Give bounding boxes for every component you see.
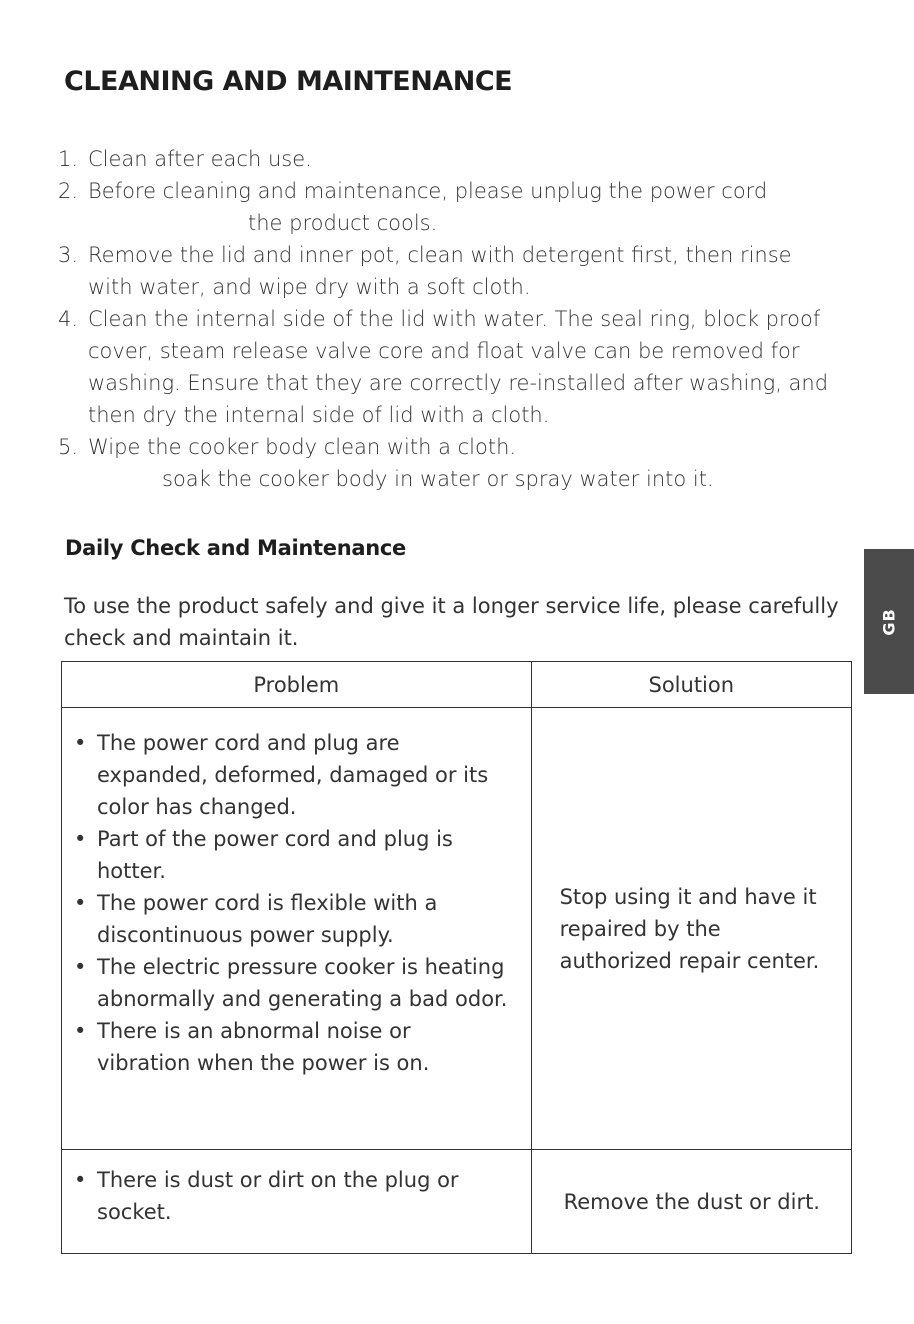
language-tab-label: GB bbox=[879, 607, 899, 636]
bullet-icon: • bbox=[74, 891, 87, 915]
cleaning-steps-list bbox=[58, 143, 858, 495]
step-text: with water, and wipe dry with a soft cloth. bbox=[88, 275, 531, 299]
solution-text: Stop using it and have it bbox=[559, 884, 817, 909]
problem-list bbox=[63, 1164, 530, 1228]
step-text: the product cools. bbox=[248, 211, 438, 235]
step-text: Before cleaning and maintenance, please unplug the power cord bbox=[88, 179, 768, 203]
problem-text: vibration when the power is on. bbox=[97, 1051, 430, 1075]
step-text: Wipe the cooker body clean with a cloth. bbox=[88, 435, 517, 459]
solution-cell: Remove the dust or dirt. bbox=[531, 1150, 851, 1254]
problem-item bbox=[63, 727, 530, 823]
step-number: 1. bbox=[58, 147, 79, 171]
problem-text: discontinuous power supply. bbox=[97, 923, 394, 947]
intro-paragraph bbox=[64, 590, 854, 654]
step-number: 3. bbox=[58, 243, 79, 267]
problem-column-header: Problem bbox=[62, 662, 532, 708]
cleaning-step bbox=[58, 303, 858, 431]
cleaning-step bbox=[58, 239, 858, 303]
problem-text: abnormally and generating a bad odor. bbox=[97, 987, 508, 1011]
bullet-icon: • bbox=[74, 731, 87, 755]
step-text: then dry the internal side of lid with a cloth. bbox=[88, 403, 550, 427]
problem-cell bbox=[62, 1150, 532, 1254]
problem-list bbox=[63, 727, 530, 1079]
problem-text: hotter. bbox=[97, 859, 166, 883]
intro-line: check and maintain it. bbox=[64, 626, 299, 650]
step-text: Clean the internal side of the lid with water. The seal ring, block proof bbox=[88, 307, 821, 331]
solution-cell bbox=[531, 708, 851, 1150]
intro-line: To use the product safely and give it a longer service life, please carefully bbox=[64, 594, 839, 618]
problem-text: The power cord is flexible with a bbox=[97, 891, 438, 915]
step-number: 4. bbox=[58, 307, 79, 331]
check-table bbox=[61, 661, 852, 1254]
problem-item bbox=[63, 1015, 530, 1079]
table-row bbox=[62, 1150, 852, 1254]
step-text: cover, steam release valve core and float valve can be removed for bbox=[88, 339, 800, 363]
bullet-icon: • bbox=[74, 1168, 87, 1192]
problem-item bbox=[63, 1164, 530, 1228]
cleaning-step bbox=[58, 175, 858, 239]
problem-cell bbox=[62, 708, 532, 1150]
step-text: Remove the lid and inner pot, clean with detergent first, then rinse bbox=[88, 243, 792, 267]
problem-text: There is dust or dirt on the plug or bbox=[97, 1168, 459, 1192]
problem-item bbox=[63, 951, 530, 1015]
step-text: washing. Ensure that they are correctly re-installed after washing, and bbox=[88, 371, 829, 395]
step-number: 2. bbox=[58, 179, 79, 203]
step-text: Clean after each use. bbox=[88, 147, 312, 171]
table-row bbox=[62, 708, 852, 1150]
solution-column-header: Solution bbox=[531, 662, 851, 708]
section-title: Daily Check and Maintenance bbox=[65, 536, 406, 560]
problem-text: socket. bbox=[97, 1200, 172, 1224]
solution-text: repaired by the bbox=[559, 916, 721, 941]
step-text: soak the cooker body in water or spray water into it. bbox=[162, 467, 714, 491]
problem-text: There is an abnormal noise or bbox=[97, 1019, 411, 1043]
problem-text: The electric pressure cooker is heating bbox=[97, 955, 505, 979]
language-tab[interactable] bbox=[864, 549, 914, 694]
solution-text: authorized repair center. bbox=[559, 948, 820, 973]
problem-text: expanded, deformed, damaged or its bbox=[97, 763, 489, 787]
step-number: 5. bbox=[58, 435, 79, 459]
problem-text: The power cord and plug are bbox=[97, 731, 400, 755]
problem-item bbox=[63, 887, 530, 951]
table-header-row bbox=[62, 662, 852, 708]
cleaning-step bbox=[58, 431, 858, 495]
page-title: CLEANING AND MAINTENANCE bbox=[64, 66, 513, 97]
problem-item bbox=[63, 823, 530, 887]
problem-text: Part of the power cord and plug is bbox=[97, 827, 453, 851]
bullet-icon: • bbox=[74, 827, 87, 851]
cleaning-step bbox=[58, 143, 858, 175]
bullet-icon: • bbox=[74, 955, 87, 979]
bullet-icon: • bbox=[74, 1019, 87, 1043]
problem-text: color has changed. bbox=[97, 795, 297, 819]
